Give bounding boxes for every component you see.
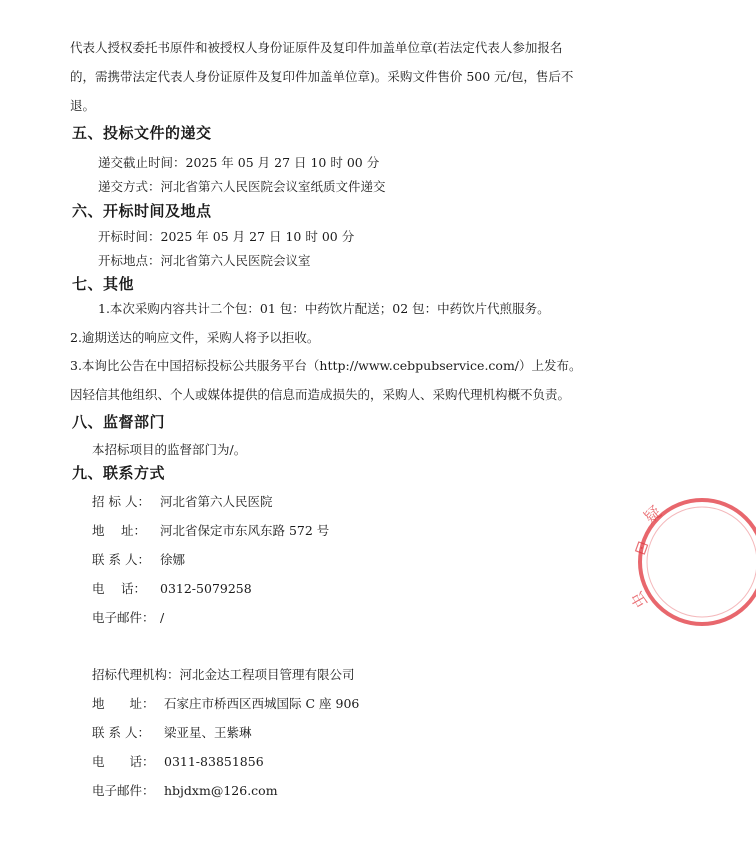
field-label: 联 系 人： xyxy=(92,552,150,567)
other-item-1: 1.本次采购内容共计二个包：01 包：中药饮片配送；02 包：中药饮片代煎服务。 xyxy=(98,301,550,316)
field-value: / xyxy=(160,610,165,625)
field-value: 石家庄市桥西区西城国际 C 座 906 xyxy=(164,696,360,711)
svg-text:疑: 疑 xyxy=(640,502,665,528)
tenderer-contact-row xyxy=(92,550,185,568)
opening-time: 开标时间：2025 年 05 月 27 日 10 时 00 分 xyxy=(98,229,355,244)
field-value: 梁亚星、王紫琳 xyxy=(164,725,252,740)
submission-method: 递交方式：河北省第六人民医院会议室纸质文件递交 xyxy=(98,179,386,194)
field-value: 河北省第六人民医院 xyxy=(160,494,273,509)
field-value: 0311-83851856 xyxy=(164,754,264,769)
submission-deadline: 递交截止时间：2025 年 05 月 27 日 10 时 00 分 xyxy=(98,155,380,170)
field-label: 电 话： xyxy=(92,754,155,769)
field-value: 河北省保定市东风东路 572 号 xyxy=(160,523,330,538)
other-item-3: 3.本询比公告在中国招标投标公共服务平台（http://www.cebpubservice.com/）上发布。 xyxy=(70,358,582,373)
field-label: 招 标 人： xyxy=(92,494,150,509)
svg-text:虫: 虫 xyxy=(627,588,652,612)
section-7-heading: 七、其他 xyxy=(72,275,135,293)
section-9-heading: 九、联系方式 xyxy=(72,464,166,482)
tenderer-address-row xyxy=(92,521,329,539)
intro-line-1: 代表人授权委托书原件和被授权人身份证原件及复印件加盖单位章(若法定代表人参加报名 xyxy=(70,40,563,55)
field-label: 联 系 人： xyxy=(92,725,150,740)
agency-email-row xyxy=(92,781,278,799)
agency-name-row xyxy=(92,665,355,683)
field-label: 地 址： xyxy=(92,523,146,538)
intro-line-3: 退。 xyxy=(70,98,96,113)
svg-text:⊡: ⊡ xyxy=(629,538,653,558)
section-6-heading: 六、开标时间及地点 xyxy=(72,202,212,220)
intro-line-2: 的，需携带法定代表人身份证原件及复印件加盖单位章)。采购文件售价 500 元/包，售后不 xyxy=(70,69,574,84)
tenderer-email-row xyxy=(92,608,164,626)
field-label: 招标代理机构： xyxy=(92,667,180,682)
agency-phone-row xyxy=(92,752,264,770)
agency-contact-row xyxy=(92,723,252,741)
section-5-heading: 五、投标文件的递交 xyxy=(72,124,212,142)
field-value: 0312-5079258 xyxy=(160,581,252,596)
agency-address-row xyxy=(92,694,359,712)
supervision-text: 本招标项目的监督部门为/。 xyxy=(92,442,247,457)
other-item-4: 因轻信其他组织、个人或媒体提供的信息而造成损失的，采购人、采购代理机构概不负责。 xyxy=(70,387,571,402)
field-label: 电子邮件： xyxy=(92,610,155,625)
field-label: 地 址： xyxy=(92,696,155,711)
section-8-heading: 八、监督部门 xyxy=(72,413,166,431)
field-label: 电 话： xyxy=(92,581,146,596)
field-value: hbjdxm@126.com xyxy=(164,783,278,798)
field-value: 河北金达工程项目管理有限公司 xyxy=(179,667,355,682)
tenderer-phone-row xyxy=(92,579,252,597)
field-label: 电子邮件： xyxy=(92,783,155,798)
opening-place: 开标地点：河北省第六人民医院会议室 xyxy=(98,253,311,268)
tenderer-name-row xyxy=(92,492,273,510)
field-value: 徐娜 xyxy=(160,552,186,567)
other-item-2: 2.逾期送达的响应文件，采购人将予以拒收。 xyxy=(70,330,320,345)
red-seal-stamp xyxy=(627,486,756,636)
